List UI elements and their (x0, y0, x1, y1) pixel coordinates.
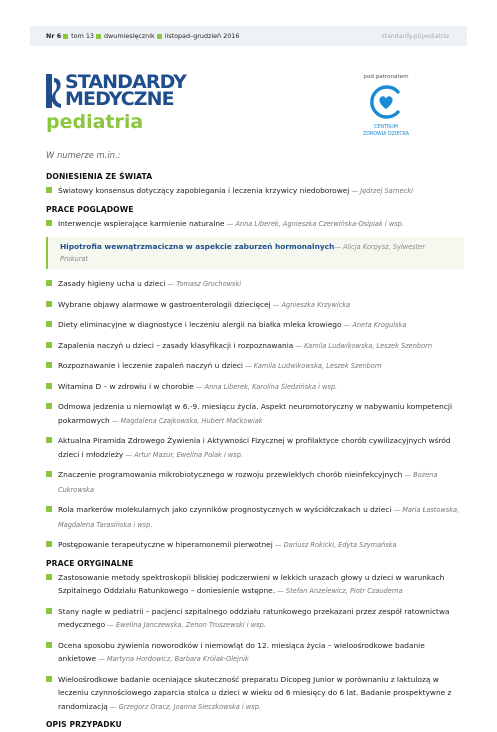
section-heading: OPIS PRZYPADKU (46, 720, 122, 729)
journal-logo (46, 71, 186, 110)
author-dash: — (272, 541, 284, 549)
article-authors: Maria Łastowska, Magdalena Tarasińska i wsp. (58, 506, 460, 529)
toc-intro: W numerze m.in.: (46, 150, 121, 160)
article-title: Zasady higieny ucha u dzieci (58, 279, 166, 288)
section-heading: PRACE ORYGINALNE (46, 558, 134, 568)
author-dash: — (96, 655, 107, 663)
author-dash: — (293, 341, 305, 350)
article-authors: Anna Liberek, Karolina Śledzińska i wsp. (204, 382, 338, 391)
author-dash: — (334, 243, 343, 251)
article-title: Hipotrofia wewnątrzmaciczna w aspekcie zaburzeń hormonalnych (60, 242, 335, 251)
journal-title: pediatria (46, 111, 144, 133)
bullet-square-icon (46, 506, 52, 512)
author-dash: — (270, 300, 282, 309)
article-title: Rozpoznawanie i leczenie zapaleń naczyń u dzieci (58, 361, 243, 370)
article-item[interactable] (46, 400, 464, 428)
article-authors: Kamila Ludwikowska, Leszek Szenborn (304, 341, 433, 350)
patronage-org-line-1: CENTRUM (374, 125, 398, 130)
article-authors: Jędrzej Sarnecki (360, 187, 413, 195)
article-authors: Grzegorz Oracz, Joanna Sieczkowska i wsp. (118, 702, 261, 711)
article-title: Witamina D – w zdrowiu i w chorobie (58, 381, 194, 391)
article-title: Postępowanie terapeutyczne w hiperamonemii pierwotnej (58, 540, 273, 549)
article-title: Odmowa jedzenia u niemowląt w 6.-9. miesiącu życia. Aspekt neuromotoryczny w nabywaniu kompetencji pokarmowych (58, 402, 453, 425)
article-item[interactable] (46, 605, 464, 633)
article-title: Wybrane objawy alarmowe w gastroenterologii dziecięcej (58, 299, 271, 309)
author-dash: — (391, 506, 403, 514)
article-title: Rola markerów molekularnych jako czynników prognostycznych w wyściółczakach u dzieci (58, 505, 392, 514)
article-item[interactable] (46, 639, 464, 667)
article-title: Interwencje wspierające karmienie naturalne (58, 218, 225, 228)
author-dash: — (105, 621, 116, 629)
article-item[interactable] (46, 538, 464, 553)
heart-emblem-icon (368, 84, 404, 120)
article-title: Zapalenia naczyń u dzieci – zasady klasyfikacji i rozpoznawania (58, 340, 294, 350)
article-item[interactable] (46, 503, 464, 532)
article-authors: Aneta Krogulska (352, 321, 407, 329)
bullet-square-icon (46, 437, 52, 443)
table-of-contents (46, 166, 464, 732)
bullet-square-icon (46, 362, 52, 368)
author-dash: — (243, 362, 254, 370)
article-authors: Bożena Cukrowska (58, 471, 438, 494)
article-authors: Stefan Anzelewicz, Piotr Czauderna (285, 587, 403, 595)
article-item[interactable] (46, 339, 464, 354)
article-title: Aktualna Piramida Zdrowego Żywienia i Aktywności Fizycznej w profilaktyce chorób cywilizacyjnych wśród dzieci i młodzieży (58, 436, 451, 459)
issue-period: listopad–grudzień 2016 (164, 32, 240, 40)
article-authors: Magdalena Czajkowska, Hubert Maćkowiak (120, 416, 263, 425)
article-authors: Martyna Hordowicz, Barbara Królak-Olejnik (106, 655, 249, 663)
bullet-square-icon (46, 574, 52, 580)
section-heading: PRACE POGLĄDOWE (46, 204, 134, 214)
frequency: dwumiesięcznik (103, 32, 155, 40)
author-dash: — (109, 416, 121, 425)
brand-mark-icon (46, 74, 62, 108)
author-dash: — (275, 587, 286, 595)
featured-article[interactable] (46, 237, 464, 269)
article-authors: Tomasz Grochowski (176, 280, 242, 288)
article-title: Diety eliminacyjne w diagnostyce i leczeniu alergii na białka mleka krowiego (58, 320, 342, 329)
article-item[interactable] (46, 434, 464, 462)
article-authors: Artur Mazur, Ewelina Polak i wsp. (134, 450, 243, 459)
brand-line-1: STANDARDY (65, 71, 186, 93)
article-item[interactable] (46, 277, 464, 292)
author-dash: — (341, 321, 353, 329)
issue-number: Nr 6 (46, 32, 62, 40)
journal-url[interactable]: standardy.pl/pediatria (381, 32, 449, 40)
bullet-square-icon (63, 34, 68, 39)
bullet-square-icon (46, 676, 52, 682)
patronage-org-line-2: ZDROWIA DZIECKA (362, 132, 410, 137)
article-title: Znaczenie programowania mikrobiotycznego w rozwoju przewlekłych chorób nieinfekcyjnych (58, 470, 403, 479)
article-title: Zastosowanie metody spektroskopii bliskiej podczerwieni w lekkich urazach głowy u dzieci w warunkach Szpitalnego Oddziału Ratunkowego – doniesienie wstępne. (58, 572, 445, 595)
bullet-square-icon (46, 220, 52, 226)
volume: tom 13 (71, 32, 94, 40)
article-item[interactable] (46, 571, 464, 599)
article-authors: Agnieszka Krzywicka (281, 300, 351, 309)
bullet-square-icon (46, 383, 52, 389)
author-dash: — (107, 702, 119, 711)
article-title: Stany nagłe w pediatrii – pacjenci szpitalnego oddziału ratunkowego przekazani przez zespół ratownictwa medycznego (58, 606, 450, 629)
bullet-square-icon (46, 321, 52, 327)
bullet-square-icon (46, 280, 52, 286)
article-item[interactable] (46, 468, 464, 497)
article-item[interactable] (46, 673, 464, 715)
bullet-square-icon (46, 187, 52, 193)
article-title: Światowy konsensus dotyczący zapobiegania i leczenia krzywicy niedoborowej (58, 186, 350, 195)
author-dash: — (165, 280, 177, 288)
author-dash: — (402, 471, 414, 479)
section-heading: DONIESIENIA ZE ŚWIATA (46, 172, 153, 181)
article-authors: Ewelina Janczewska, Zenon Truszewski i wsp. (116, 621, 266, 629)
brand-line-2: MEDYCZNE (65, 88, 174, 110)
author-dash: — (349, 187, 361, 195)
bullet-square-icon (157, 34, 162, 39)
bullet-square-icon (46, 608, 52, 614)
bullet-square-icon (46, 301, 52, 307)
article-authors: Anna Liberek, Agnieszka Czerwińska-Osipiak i wsp. (235, 219, 404, 228)
article-title: Ocena sposobu żywienia noworodków i niemowląt do 12. miesiąca życia – wieloośrodkowe badanie ankietowe (58, 640, 425, 663)
article-item[interactable] (46, 184, 464, 199)
bullet-square-icon (96, 34, 101, 39)
article-item[interactable] (46, 380, 464, 395)
issue-info-bar (30, 26, 467, 46)
bullet-square-icon (46, 471, 52, 477)
bullet-square-icon (46, 403, 52, 409)
article-authors: Alicja Korpysz, Sylwester Prokurat (60, 243, 425, 263)
author-dash: — (193, 382, 205, 391)
author-dash: — (224, 219, 236, 228)
patronage-badge (356, 74, 416, 138)
patronage-label: pod patronatem (363, 74, 409, 80)
bullet-square-icon (46, 342, 52, 348)
article-title: Wieloośrodkowe badanie oceniające skuteczność preparatu Dicopeg Junior w porównaniu z laktulozą w leczeniu czynnościowego zaparcia stolca u dzieci w wieku od 6 miesięcy do 6 lat. Badanie prospektywne z randomizacją (58, 674, 452, 711)
bullet-square-icon (46, 541, 52, 547)
article-authors: Dariusz Rokicki, Edyta Szymańska (283, 541, 397, 549)
article-item[interactable] (46, 217, 464, 232)
article-authors: Kamila Ludwikowska, Leszek Szenborn (253, 362, 382, 370)
bullet-square-icon (46, 642, 52, 648)
article-item[interactable] (46, 359, 464, 374)
article-item[interactable] (46, 298, 464, 313)
article-item[interactable] (46, 318, 464, 333)
author-dash: — (123, 450, 135, 459)
